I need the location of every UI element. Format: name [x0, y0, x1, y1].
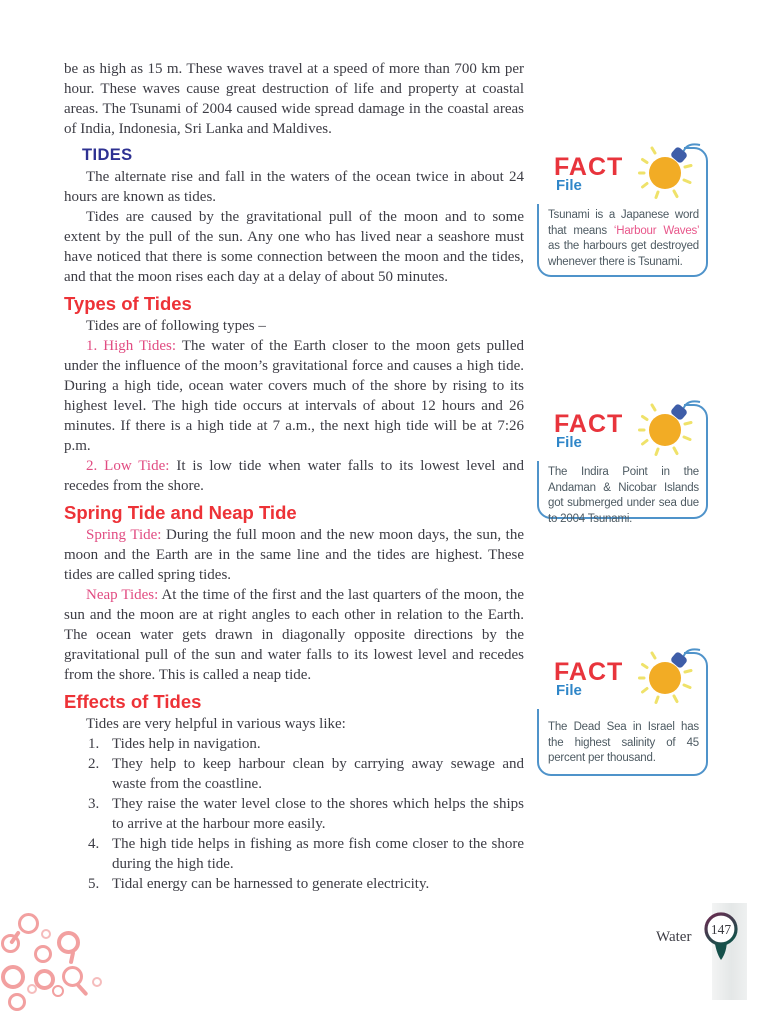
bubble: [18, 913, 39, 934]
lightbulb-icon: [638, 140, 702, 202]
spring-tide-label: Spring Tide:: [86, 527, 162, 543]
bubble: [57, 931, 80, 954]
bubble: [1, 965, 25, 989]
list-item: Tidal energy can be harnessed to generate electricity.: [112, 876, 430, 892]
list-item: They raise the water level close to the shores which helps the ships to arrive at the harbour more easily.: [112, 796, 524, 832]
paragraph-tides-2: Tides are caused by the gravitational pull of the moon and to some extent by the pull of the sun. Any one who has lived near a seashore must have noticed that there is some connection between the moon and the tides, and that the moon rises each day at a delay of about 50 minutes.: [64, 209, 524, 285]
spring-tide-text: During the full moon and the new moon days, the sun, the moon and the Earth are in the same line and the tides are highest. These tides are called spring tides.: [64, 527, 524, 583]
fact-body-text: Tsunami is a Japanese word that means ‘Harbour Waves’ as the harbours get destroyed whenever there is Tsunami.: [548, 209, 699, 268]
paragraph-effects-intro: Tides are very helpful in various ways like:: [86, 716, 346, 732]
fact-title: FACT: [554, 410, 624, 438]
bubble: [34, 969, 55, 990]
high-tides-label: 1. High Tides:: [86, 338, 177, 354]
paragraph-tides-1: The alternate rise and fall in the waters of the ocean twice in about 24 hours are known as tides.: [64, 169, 524, 205]
fact-file-box-dead-sea: [537, 652, 708, 776]
neap-tide-label: Neap Tides:: [86, 587, 159, 603]
heading-tides: TIDES: [82, 146, 133, 164]
heading-effects: Effects of Tides: [64, 691, 202, 712]
paragraph-spring-tide: [64, 525, 524, 585]
lightbulb-icon: [638, 397, 702, 459]
page-number: 147: [710, 922, 732, 937]
bubble: [8, 993, 26, 1011]
low-tide-text: It is low tide when water falls to its lowest level and recedes from the shore.: [64, 458, 524, 494]
heading-types-of-tides: Types of Tides: [64, 293, 192, 314]
neap-tide-text: At the time of the first and the last quarters of the moon, the sun and the moon are at right angles to each other in relation to the Earth. The ocean water gets drawn in diagonally opposite directions by the gravitational pull of the sun and water falls to its lowest level and recedes from the shore. This is called a neap tide.: [64, 587, 524, 683]
fact-title: FACT: [554, 153, 624, 181]
bubble: [52, 985, 64, 997]
bubble: [41, 929, 51, 939]
fact-title: FACT: [554, 658, 624, 686]
highlighted-phrase: ‘Harbour Waves’: [613, 224, 699, 237]
bubble: [62, 966, 83, 987]
bubble: [27, 984, 37, 994]
fact-subtitle: File: [556, 434, 582, 451]
paragraph-high-tides: [64, 336, 524, 456]
paragraph-neap-tide: [64, 585, 524, 685]
paragraph-low-tide: [64, 456, 524, 496]
article-column: [64, 59, 524, 894]
fact-body-text: The Indira Point in the Andaman & Nicobar Islands got submerged under sea due to 2004 Tsunami.: [548, 466, 699, 525]
bubble: [34, 945, 52, 963]
chapter-label: Water: [656, 929, 692, 945]
effects-list: [64, 734, 524, 894]
fact-subtitle: File: [556, 177, 582, 194]
lightbulb-icon: [638, 645, 702, 707]
bubble: [92, 977, 102, 987]
fact-body-text: The Dead Sea in Israel has the highest salinity of 45 percent per thousand.: [548, 721, 699, 764]
fact-subtitle: File: [556, 682, 582, 699]
page-number-badge: [701, 910, 743, 966]
paragraph-types-intro: Tides are of following types –: [86, 318, 266, 334]
bubble: [1, 934, 20, 953]
paragraph-intro: be as high as 15 m. These waves travel at a speed of more than 700 km per hour. These waves cause great destruction of life and property at coastal areas. The Tsunami of 2004 caused wide spread damage in the coastal areas of India, Indonesia, Sri Lanka and Maldives.: [64, 61, 524, 137]
heading-spring-neap: Spring Tide and Neap Tide: [64, 502, 297, 523]
fact-file-box-tsunami: [537, 147, 708, 277]
fact-file-box-indira-point: [537, 404, 708, 525]
low-tide-label: 2. Low Tide:: [86, 458, 170, 474]
list-item: They help to keep harbour clean by carrying away sewage and waste from the coastline.: [112, 756, 524, 792]
high-tides-text: The water of the Earth closer to the moon gets pulled under the influence of the moon’s gravitational force and causes a high tide. During a high tide, ocean water covers much of the shore by rising to its highest level. The high tide occurs at intervals of about 12 hours and 26 minutes. If there is a high tide at 7 a.m., the next high tide will be at 7:26 p.m.: [64, 338, 524, 454]
list-item: The high tide helps in fishing as more fish come closer to the shore during the high tide.: [112, 836, 524, 872]
list-item: Tides help in navigation.: [112, 736, 261, 752]
